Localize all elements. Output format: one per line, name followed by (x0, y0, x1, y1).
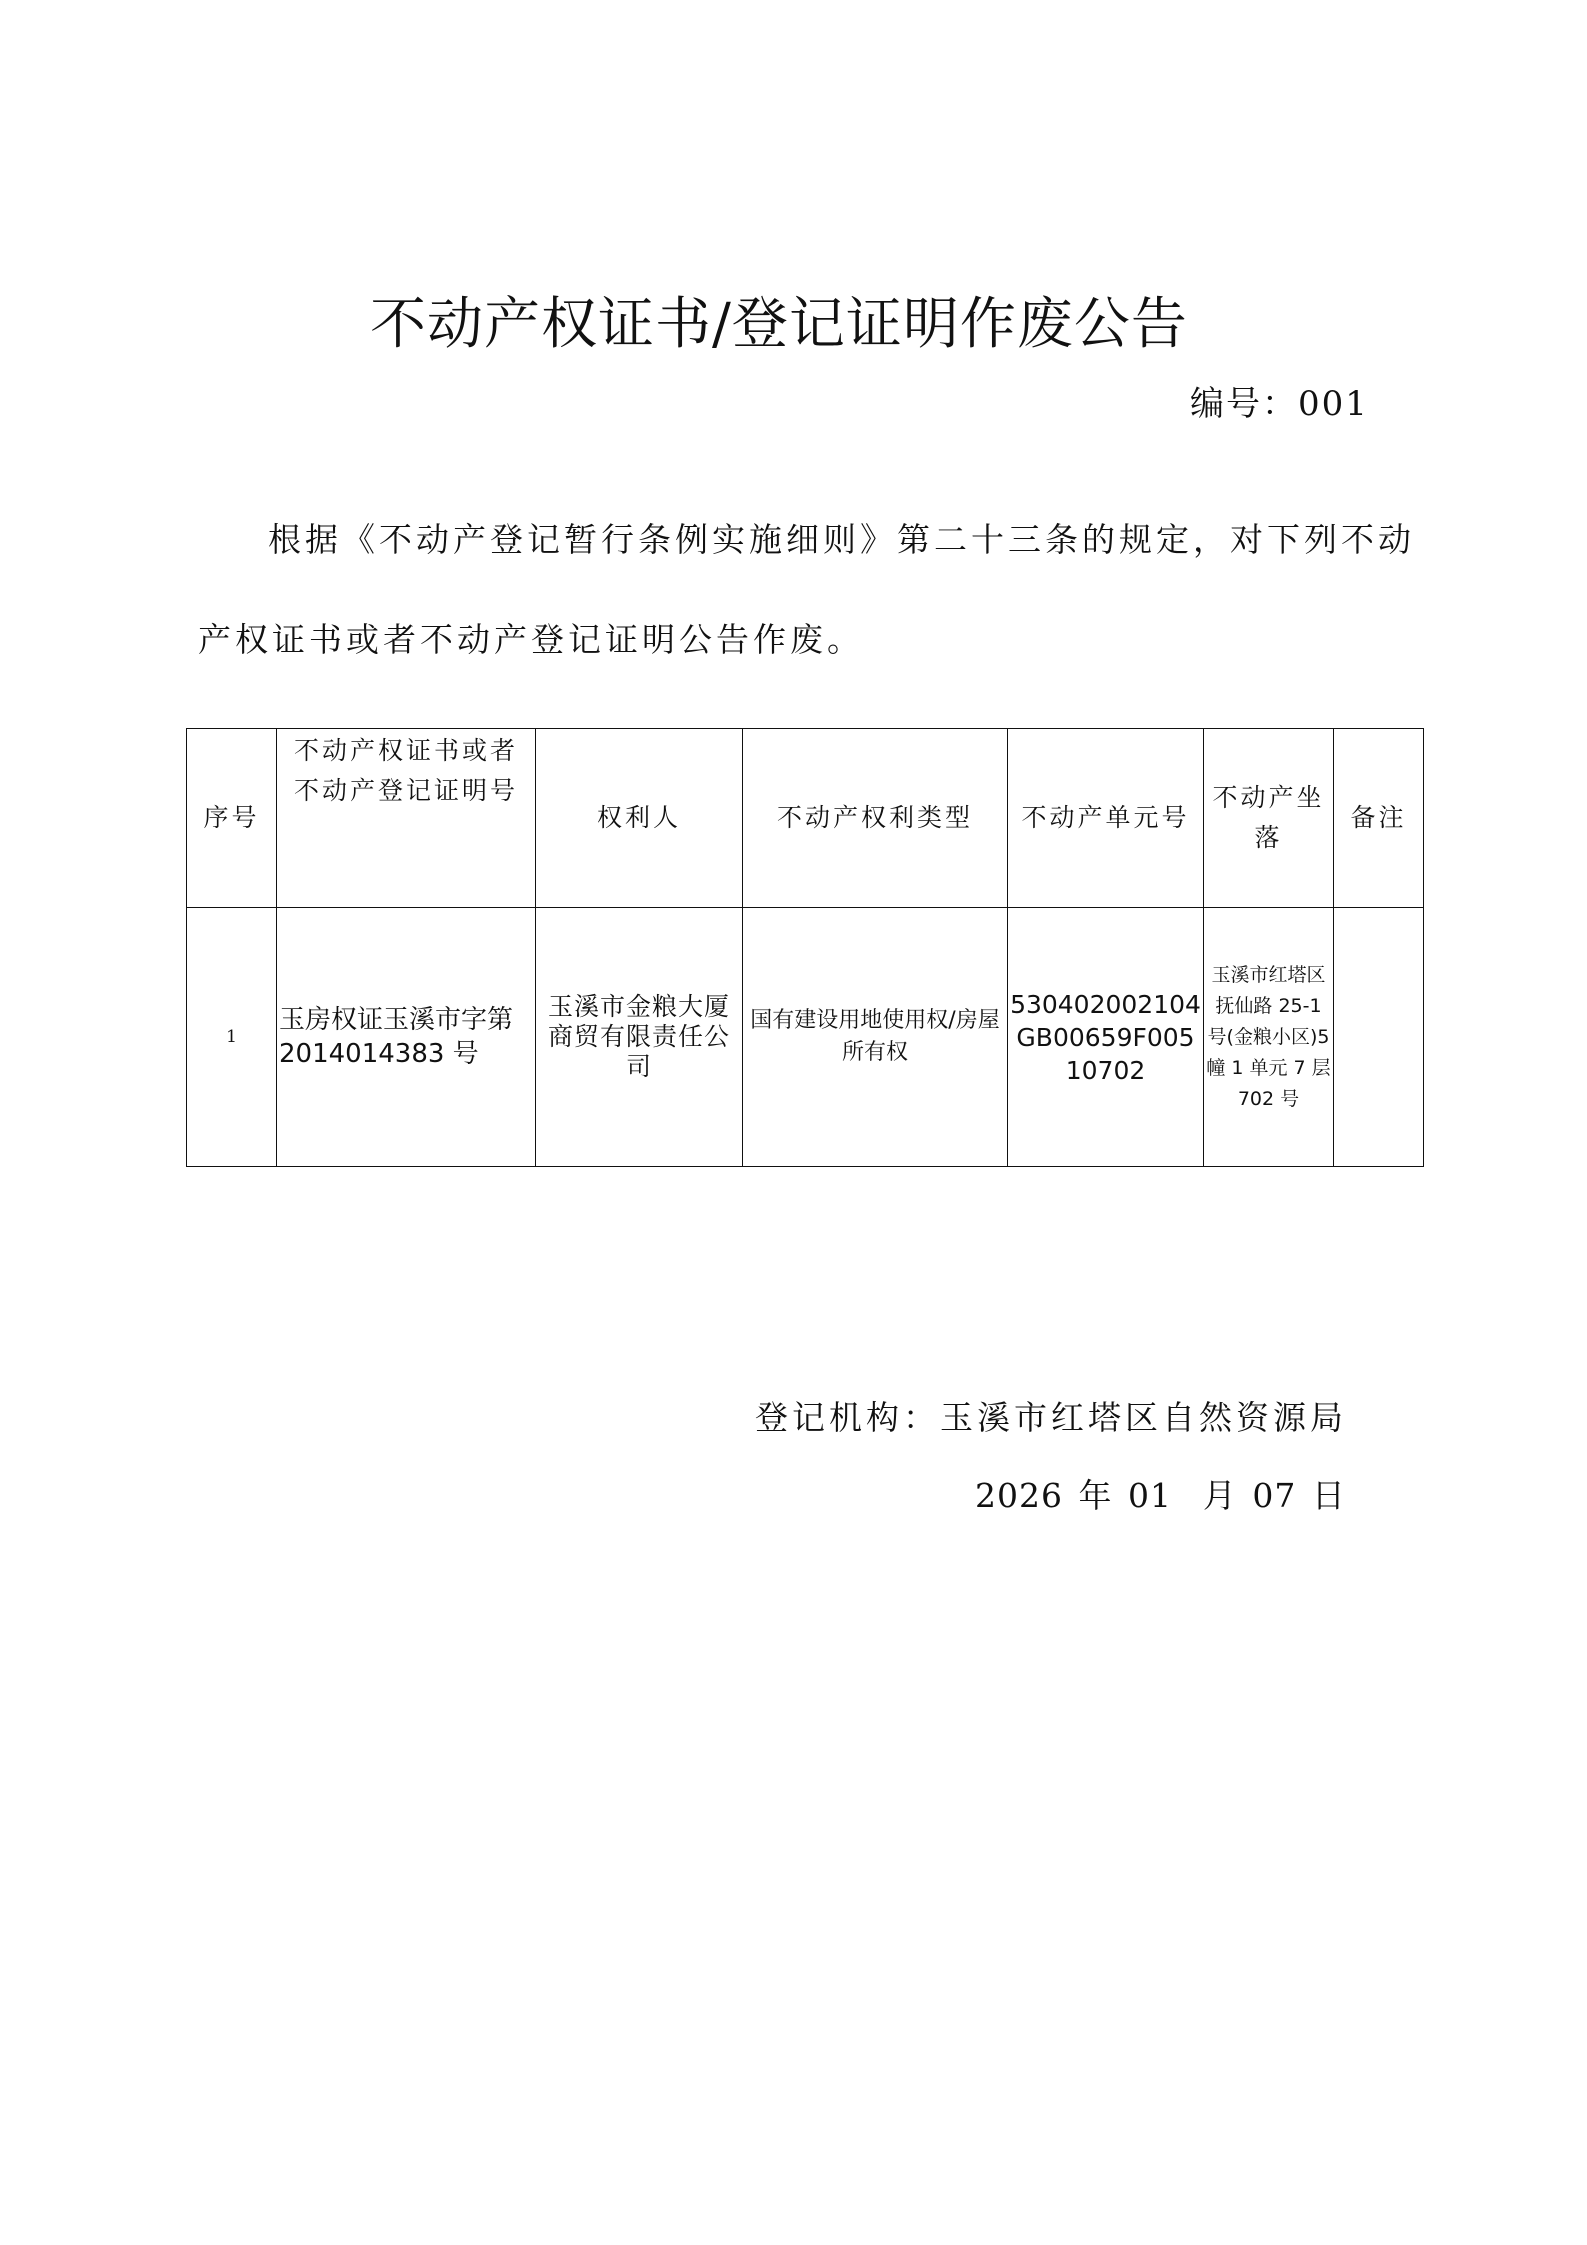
registry-organization: 登记机构：玉溪市红塔区自然资源局 (755, 1398, 1347, 1437)
issue-date: 2026 年 01 月 07 日 (975, 1476, 1346, 1515)
cell-right-type: 国有建设用地使用权/房屋所有权 (743, 908, 1008, 1167)
document-number-value: 001 (1298, 384, 1369, 424)
document-number (1190, 376, 1369, 425)
void-certificates-table (186, 728, 1424, 1167)
cell-cert-no: 玉房权证玉溪市字第2014014383 号 (277, 908, 536, 1167)
cell-location: 玉溪市红塔区抚仙路 25-1 号(金粮小区)5 幢 1 单元 7 层 702 号 (1204, 908, 1334, 1167)
table-row (187, 908, 1424, 1167)
header-remarks: 备注 (1334, 729, 1424, 908)
document-number-label: 编号： (1190, 384, 1298, 424)
cell-remarks (1334, 908, 1424, 1167)
table-header-row (187, 729, 1424, 908)
cell-owner: 玉溪市金粮大厦商贸有限责任公司 (536, 908, 743, 1167)
header-owner: 权利人 (536, 729, 743, 908)
header-location: 不动产坐落 (1204, 729, 1334, 908)
header-index: 序号 (187, 729, 277, 908)
header-unit-no: 不动产单元号 (1008, 729, 1204, 908)
header-cert-no: 不动产权证书或者不动产登记证明号 (277, 729, 536, 908)
notice-paragraph-line-2: 产权证书或者不动产登记证明公告作废。 (198, 620, 864, 659)
header-right-type: 不动产权利类型 (743, 729, 1008, 908)
cell-unit-no: 530402002104GB00659F00510702 (1008, 908, 1204, 1167)
notice-paragraph-line-1: 根据《不动产登记暂行条例实施细则》第二十三条的规定，对下列不动 (268, 520, 1415, 559)
cell-index: 1 (187, 908, 277, 1167)
page-title: 不动产权证书/登记证明作废公告 (370, 292, 1188, 357)
notice-paragraph (198, 490, 1423, 690)
